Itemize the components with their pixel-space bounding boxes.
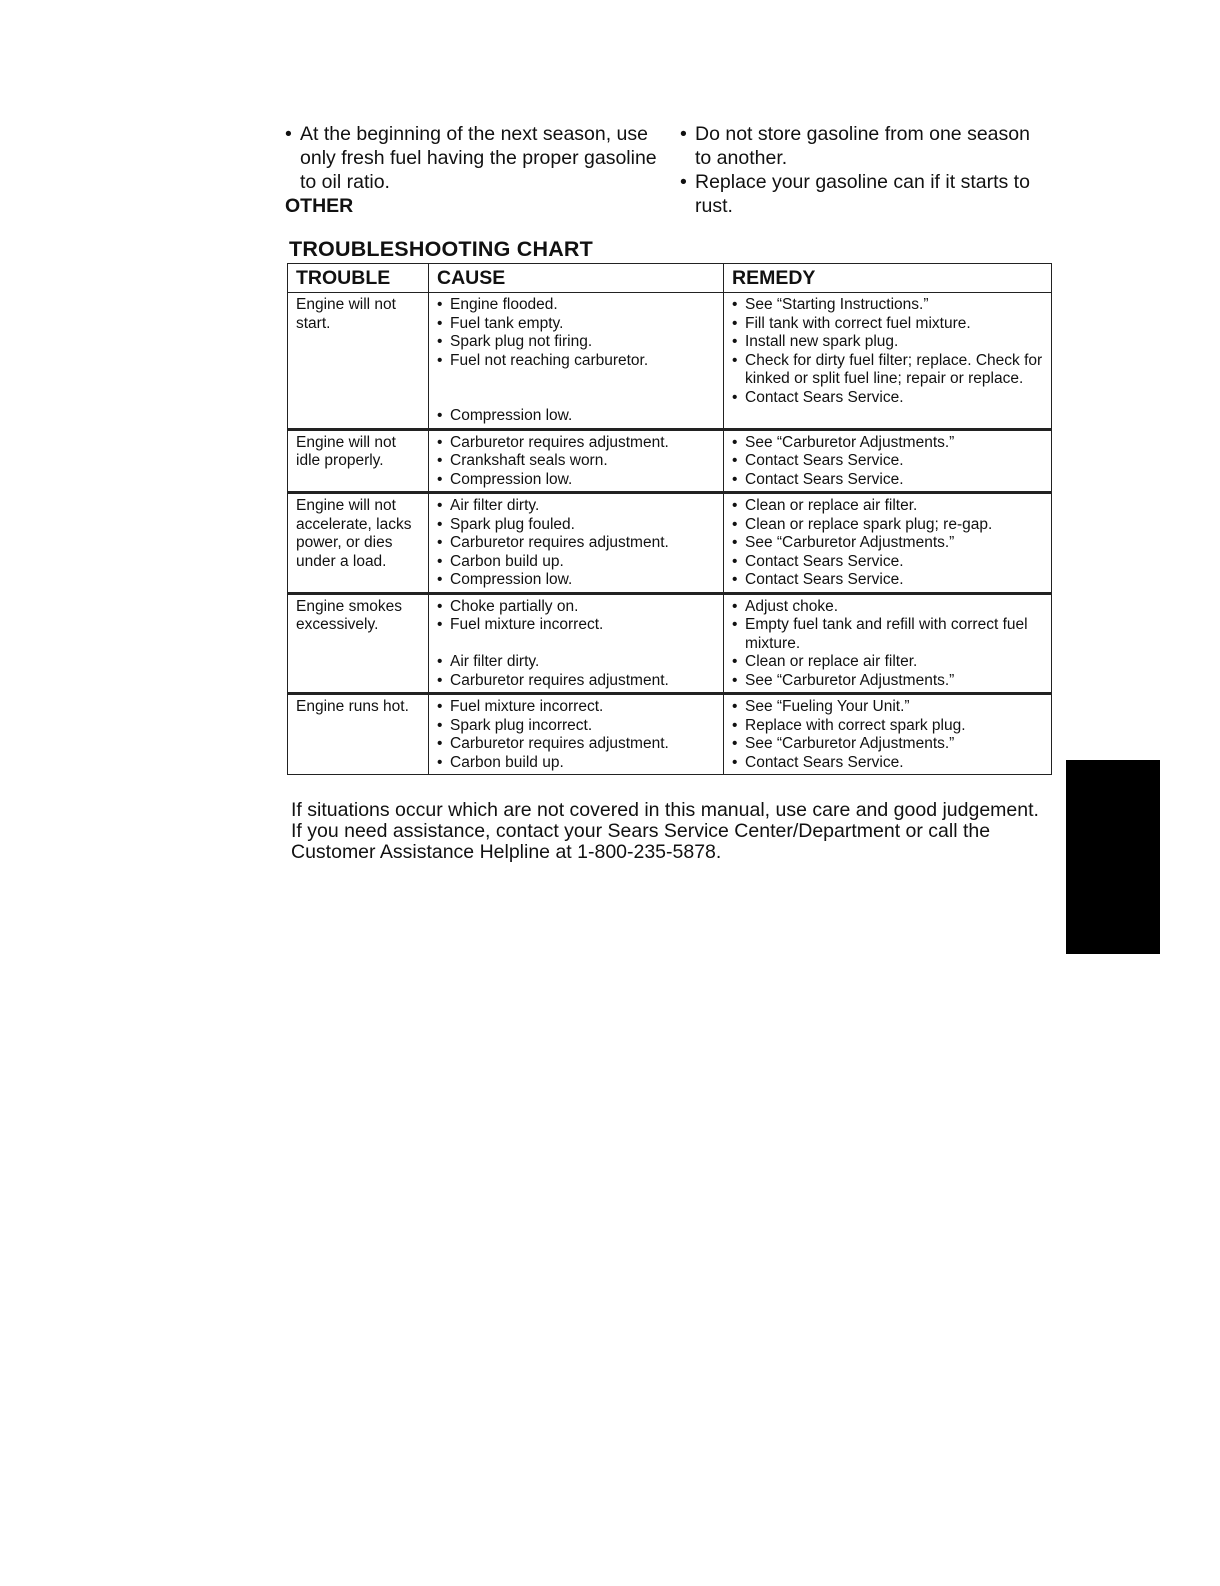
remedy-cell: [724, 429, 1052, 493]
cause-item: • Fuel mixture incorrect.: [437, 698, 717, 717]
remedy-cell: [724, 493, 1052, 594]
intro-left-column: [285, 122, 657, 218]
cause-item: • Carbon build up.: [437, 754, 717, 773]
cause-cell: [429, 694, 724, 775]
intro-right-list: [680, 122, 1050, 218]
cause-item: • Compression low.: [437, 407, 717, 426]
cause-item: • Choke partially on.: [437, 598, 717, 617]
remedy-cell: [724, 593, 1052, 694]
remedy-item: • See “Carburetor Adjustments.”: [732, 434, 1045, 453]
cause-cell: [429, 429, 724, 493]
remedy-item: • See “Carburetor Adjustments.”: [732, 534, 1045, 553]
header-trouble: TROUBLE: [288, 264, 429, 293]
trouble-cell: Engine will not start.: [288, 293, 429, 430]
cause-item: • Carburetor requires adjustment.: [437, 434, 717, 453]
intro-left-item: • At the beginning of the next season, use only fresh fuel having the proper gasoline to oil ratio.: [285, 122, 657, 194]
remedy-cell: [724, 694, 1052, 775]
cause-item: • Fuel mixture incorrect.: [437, 616, 717, 635]
cause-item: • Carburetor requires adjustment.: [437, 735, 717, 754]
cause-item: • Crankshaft seals worn.: [437, 452, 717, 471]
remedy-item: • Check for dirty fuel filter; replace. Check for kinked or split fuel line; repair or replace.: [732, 352, 1045, 389]
cause-item: • Compression low.: [437, 571, 717, 590]
table-header-row: [288, 264, 1052, 293]
remedy-item: • See “Fueling Your Unit.”: [732, 698, 1045, 717]
intro-left-list: [285, 122, 657, 194]
remedy-cell: [724, 293, 1052, 430]
remedy-item: • Replace with correct spark plug.: [732, 717, 1045, 736]
remedy-item: • See “Starting Instructions.”: [732, 296, 1045, 315]
trouble-cell: Engine will not idle properly.: [288, 429, 429, 493]
cause-item: • Fuel not reaching carburetor.: [437, 352, 717, 371]
remedy-item: • Clean or replace air filter.: [732, 497, 1045, 516]
section-tab-marker: [1066, 760, 1160, 954]
header-cause: CAUSE: [429, 264, 724, 293]
table-row: [288, 493, 1052, 594]
intro-right-item: • Do not store gasoline from one season to another.: [680, 122, 1050, 170]
cause-item: • Spark plug incorrect.: [437, 717, 717, 736]
intro-right-column: [680, 122, 1050, 218]
remedy-item: • Clean or replace spark plug; re-gap.: [732, 516, 1045, 535]
trouble-cell: Engine smokes excessively.: [288, 593, 429, 694]
chart-title: TROUBLESHOOTING CHART: [289, 237, 593, 261]
other-heading: OTHER: [285, 195, 354, 217]
table-row: [288, 293, 1052, 430]
cause-item: • Spark plug not firing.: [437, 333, 717, 352]
trouble-cell: Engine will not accelerate, lacks power, or dies under a load.: [288, 493, 429, 594]
cause-item: • Engine flooded.: [437, 296, 717, 315]
cause-item: • Spark plug fouled.: [437, 516, 717, 535]
footer-note: If situations occur which are not covered in this manual, use care and good judgement. If you need assistance, contact your Sears Service Center/Department or call the Customer Assistance Helpline at 1-800-235-5878.: [291, 799, 1039, 863]
intro-right-item: • Replace your gasoline can if it starts to rust.: [680, 170, 1050, 218]
remedy-item: • Adjust choke.: [732, 598, 1045, 617]
trouble-cell: Engine runs hot.: [288, 694, 429, 775]
cause-item: • Air filter dirty.: [437, 497, 717, 516]
remedy-item: • Contact Sears Service.: [732, 452, 1045, 471]
cause-cell: [429, 293, 724, 430]
cause-item: • Carburetor requires adjustment.: [437, 534, 717, 553]
cause-cell: [429, 593, 724, 694]
cause-cell: [429, 493, 724, 594]
cause-item: • Carbon build up.: [437, 553, 717, 572]
cause-item: • Air filter dirty.: [437, 653, 717, 672]
remedy-item: • Install new spark plug.: [732, 333, 1045, 352]
table-row: [288, 694, 1052, 775]
remedy-item: • Contact Sears Service.: [732, 389, 1045, 408]
remedy-item: • Clean or replace air filter.: [732, 653, 1045, 672]
header-remedy: REMEDY: [724, 264, 1052, 293]
remedy-item: • See “Carburetor Adjustments.”: [732, 735, 1045, 754]
remedy-item: • Contact Sears Service.: [732, 571, 1045, 590]
cause-item: • Fuel tank empty.: [437, 315, 717, 334]
cause-item: • Compression low.: [437, 471, 717, 490]
troubleshooting-table: [287, 263, 1052, 775]
table-row: [288, 429, 1052, 493]
remedy-item: • Contact Sears Service.: [732, 471, 1045, 490]
table-row: [288, 593, 1052, 694]
cause-item: • Carburetor requires adjustment.: [437, 672, 717, 691]
remedy-item: • Empty fuel tank and refill with correct fuel mixture.: [732, 616, 1045, 653]
remedy-item: • Contact Sears Service.: [732, 553, 1045, 572]
remedy-item: • See “Carburetor Adjustments.”: [732, 672, 1045, 691]
remedy-item: • Contact Sears Service.: [732, 754, 1045, 773]
remedy-item: • Fill tank with correct fuel mixture.: [732, 315, 1045, 334]
